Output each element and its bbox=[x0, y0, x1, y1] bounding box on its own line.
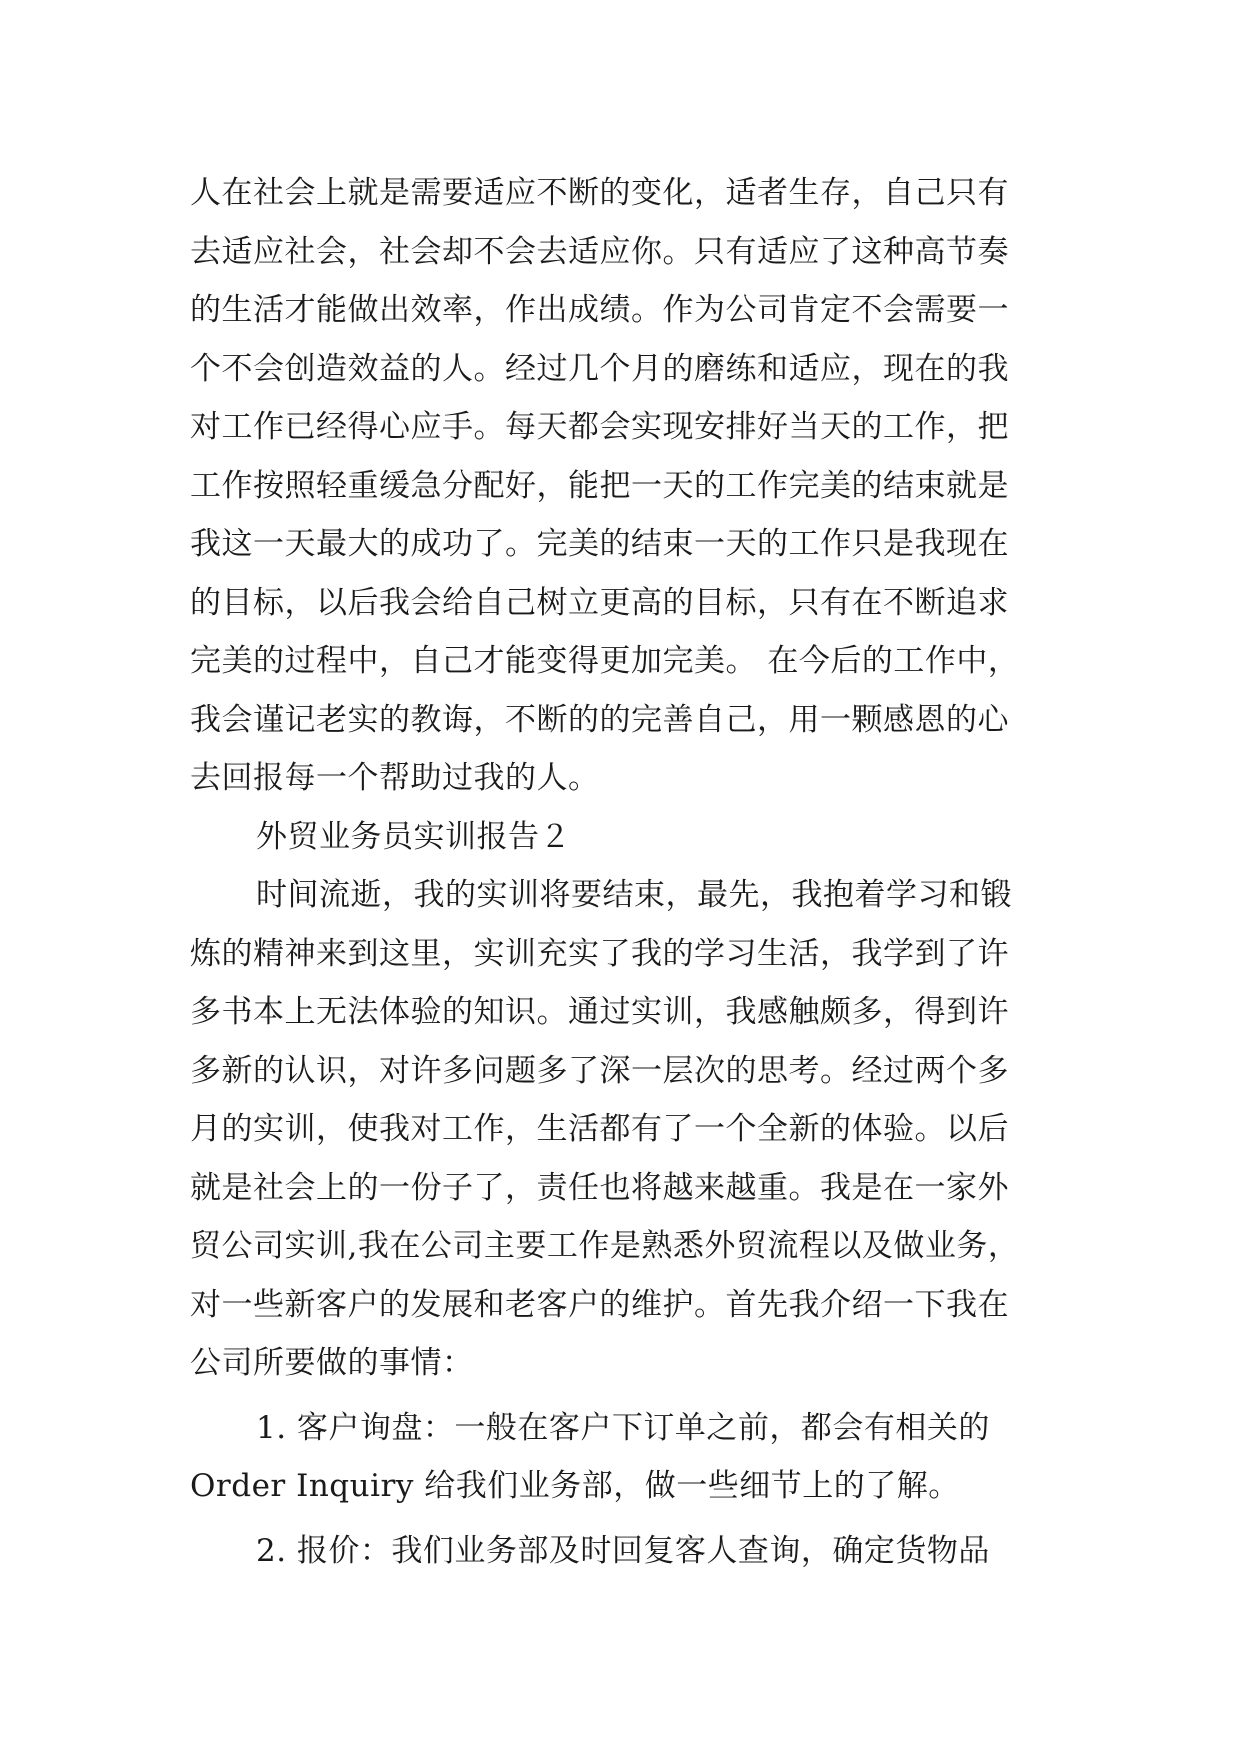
section-heading: 外贸业务员实训报告２ bbox=[256, 818, 571, 855]
text-line: 时间流逝，我的实训将要结束，最先，我抱着学习和锻 bbox=[256, 877, 1012, 913]
text-line: 个不会创造效益的人。经过几个月的磨练和适应，现在的我 bbox=[190, 350, 1009, 387]
text-line: 去回报每一个帮助过我的人。 bbox=[190, 760, 600, 796]
text-line: 多书本上无法体验的知识。通过实训，我感触颇多，得到许 bbox=[190, 994, 1009, 1030]
text-line: 对工作已经得心应手。每天都会实现安排好当天的工作，把 bbox=[190, 409, 1009, 445]
text-line: 工作按照轻重缓急分配好，能把一天的工作完美的结束就是 bbox=[190, 467, 1009, 504]
list-item: 1. 客户询盘：一般在客户下订单之前，都会有相关的 bbox=[256, 1409, 990, 1446]
text-line: 的目标，以后我会给自己树立更高的目标，只有在不断追求 bbox=[190, 584, 1009, 621]
text-line: 月的实训，使我对工作，生活都有了一个全新的体验。以后 bbox=[190, 1111, 1009, 1147]
text-line: 的生活才能做出效率，作出成绩。作为公司肯定不会需要一 bbox=[190, 292, 1009, 328]
body-text bbox=[190, 164, 1070, 1580]
text-line: 炼的精神来到这里，实训充实了我的学习生活，我学到了许 bbox=[190, 935, 1009, 972]
text-line: 完美的过程中，自己才能变得更加完美。 在今后的工作中， bbox=[190, 643, 1020, 679]
text-line: 我这一天最大的成功了。完美的结束一天的工作只是我现在 bbox=[190, 526, 1009, 562]
text-line: 就是社会上的一份子了，责任也将越来越重。我是在一家外 bbox=[190, 1169, 1009, 1206]
text-line: 我会谨记老实的教诲，不断的的完善自己，用一颗感恩的心 bbox=[190, 701, 1009, 738]
text-line: 去适应社会，社会却不会去适应你。只有适应了这种高节奏 bbox=[190, 233, 1009, 270]
text-line: 人在社会上就是需要适应不断的变化，适者生存，自己只有 bbox=[190, 175, 1009, 211]
text-line: 对一些新客户的发展和老客户的维护。首先我介绍一下我在 bbox=[190, 1286, 1009, 1323]
list-item: 2. 报价：我们业务部及时回复客人查询，确定货物品 bbox=[256, 1532, 990, 1569]
text-line: 公司所要做的事情： bbox=[190, 1345, 474, 1381]
list-item-continuation: Order Inquiry 给我们业务部，做一些细节上的了解。 bbox=[190, 1468, 960, 1504]
text-line: 贸公司实训,我在公司主要工作是熟悉外贸流程以及做业务， bbox=[190, 1228, 1020, 1264]
text-line: 多新的认识，对许多问题多了深一层次的思考。经过两个多 bbox=[190, 1052, 1009, 1089]
